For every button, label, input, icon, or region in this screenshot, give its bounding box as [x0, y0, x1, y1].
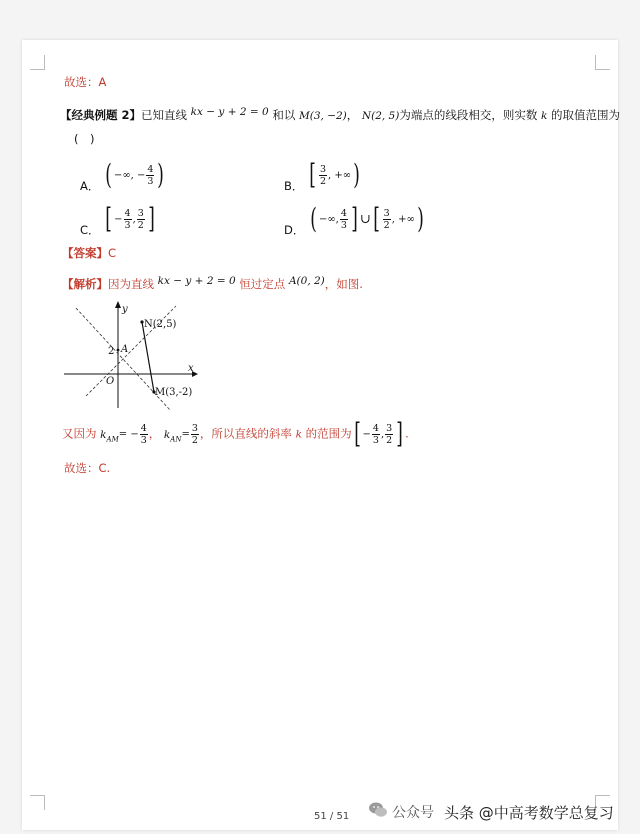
frac-den: 2	[137, 219, 144, 231]
frac-num: 4	[340, 207, 347, 219]
answer-paren: ( )	[74, 132, 95, 146]
conclusion-text: .	[405, 426, 409, 441]
segment-mn	[142, 322, 154, 392]
option-math: , +∞	[391, 213, 415, 225]
conclusion-text: 的范围为	[305, 426, 352, 441]
slope-subscript: AN	[170, 434, 182, 443]
frac-num: 3	[137, 207, 144, 219]
analysis-text: 恒过定点	[239, 277, 286, 291]
frac-den: 3	[147, 175, 154, 187]
frac-num: 3	[386, 422, 393, 434]
slope-symbol: k	[163, 428, 171, 441]
line-equation: kx − y + 2 = 0	[190, 106, 269, 118]
frac-num: 3	[319, 163, 327, 175]
range-math: −	[362, 428, 371, 440]
option-a: A． ( −∞, − $\frac{4}{3}$ )	[80, 158, 165, 193]
frac-num: 3	[191, 422, 198, 434]
frac-den: 2	[191, 434, 198, 446]
answer-label: 【答案】	[62, 246, 108, 260]
previous-answer: 故选：A	[64, 75, 107, 89]
frac-num: 4	[372, 422, 379, 434]
line-equation: kx − y + 2 = 0	[157, 275, 236, 287]
x-axis-label: x	[188, 363, 194, 374]
option-math: ,	[132, 213, 136, 225]
frac-den: 3	[124, 219, 131, 231]
slope-range: [ − $\frac{4}{3}$ , $\frac{3}{2}$ ]	[353, 417, 403, 450]
question-text: 和以	[272, 108, 296, 122]
point-n-label: N(2,5)	[144, 319, 177, 330]
frac-num: 4	[147, 163, 154, 175]
frac-den: 2	[383, 219, 390, 231]
origin-label: O	[106, 376, 115, 387]
range-math: ,	[380, 428, 385, 440]
example-label: 【经典例题 2】	[60, 108, 142, 122]
option-letter: B．	[284, 179, 304, 193]
union-symbol: ∪	[359, 211, 371, 227]
conclusion-text: ，	[148, 426, 161, 441]
conclusion-text: ，所以直线的斜率	[199, 426, 292, 441]
analysis-text: ，如图.	[324, 277, 363, 291]
frac-num: 4	[140, 422, 147, 434]
option-math: −∞,	[318, 213, 339, 225]
option-math: −	[114, 213, 123, 225]
tick-2-label: 2	[108, 346, 115, 357]
analysis-text: 因为直线	[108, 277, 154, 291]
option-d: D． ( −∞, $\frac{4}{3}$ ] ∪[ $\frac{3}{2}$ , +∞)	[284, 202, 424, 237]
equals-sign: = −	[118, 428, 139, 440]
frac-num: 3	[383, 207, 390, 219]
toutiao-watermark: 头条 @中高考数学总复习	[444, 804, 614, 822]
point-m: M(3, −2)	[298, 110, 347, 122]
final-answer: 故选：C.	[64, 461, 111, 475]
frac-den: 3	[140, 434, 147, 446]
point-m-label: M(3,-2)	[155, 387, 193, 398]
point-a-dot	[117, 349, 120, 352]
option-b: B． [ $\frac{3}{2}$ , +∞)	[284, 158, 360, 193]
crop-mark	[595, 55, 610, 70]
conclusion-line	[62, 417, 409, 450]
crop-mark	[30, 55, 45, 70]
slope-symbol: k	[100, 428, 107, 441]
point-a-label: A	[121, 344, 129, 355]
option-math: −∞, −	[113, 169, 146, 181]
option-letter: C．	[80, 223, 100, 237]
frac-num: 4	[124, 207, 131, 219]
frac-den: 2	[386, 434, 393, 446]
page-number: 51 / 51	[314, 811, 350, 822]
analysis-line	[62, 275, 363, 292]
var-k: k	[541, 110, 548, 122]
question-text: 为端点的线段相交，则实数	[399, 108, 538, 122]
analysis-label: 【解析】	[62, 277, 108, 291]
coordinate-graph	[62, 300, 202, 412]
slope-subscript: AM	[106, 434, 119, 443]
option-letter: A．	[80, 179, 100, 193]
slope-an	[164, 423, 200, 446]
wechat-icon	[368, 800, 388, 820]
option-c: C． [ − $\frac{4}{3}$ , $\frac{3}{2}$ ]	[80, 202, 155, 237]
point-n: N(2, 5)	[361, 110, 400, 122]
var-k: k	[295, 428, 302, 441]
question-text: ，	[346, 108, 359, 122]
frac-den: 2	[319, 175, 327, 187]
y-axis-arrow	[115, 301, 121, 308]
conclusion-text: 又因为	[62, 426, 97, 441]
crop-mark	[30, 795, 45, 810]
point-a: A(0, 2)	[288, 275, 325, 287]
wechat-label: 公众号	[392, 805, 434, 821]
frac-den: 3	[340, 219, 347, 231]
slope-am	[100, 423, 149, 446]
frac-den: 3	[372, 434, 379, 446]
question-text: 的取值范围为	[551, 108, 621, 122]
equals-sign: =	[181, 428, 190, 440]
y-axis-label: y	[122, 304, 128, 315]
answer-value: C	[108, 246, 117, 260]
option-math: , +∞	[328, 169, 352, 181]
example-question	[60, 106, 620, 123]
answer-line	[62, 245, 116, 261]
option-letter: D．	[284, 223, 305, 237]
question-text: 已知直线	[141, 108, 188, 122]
